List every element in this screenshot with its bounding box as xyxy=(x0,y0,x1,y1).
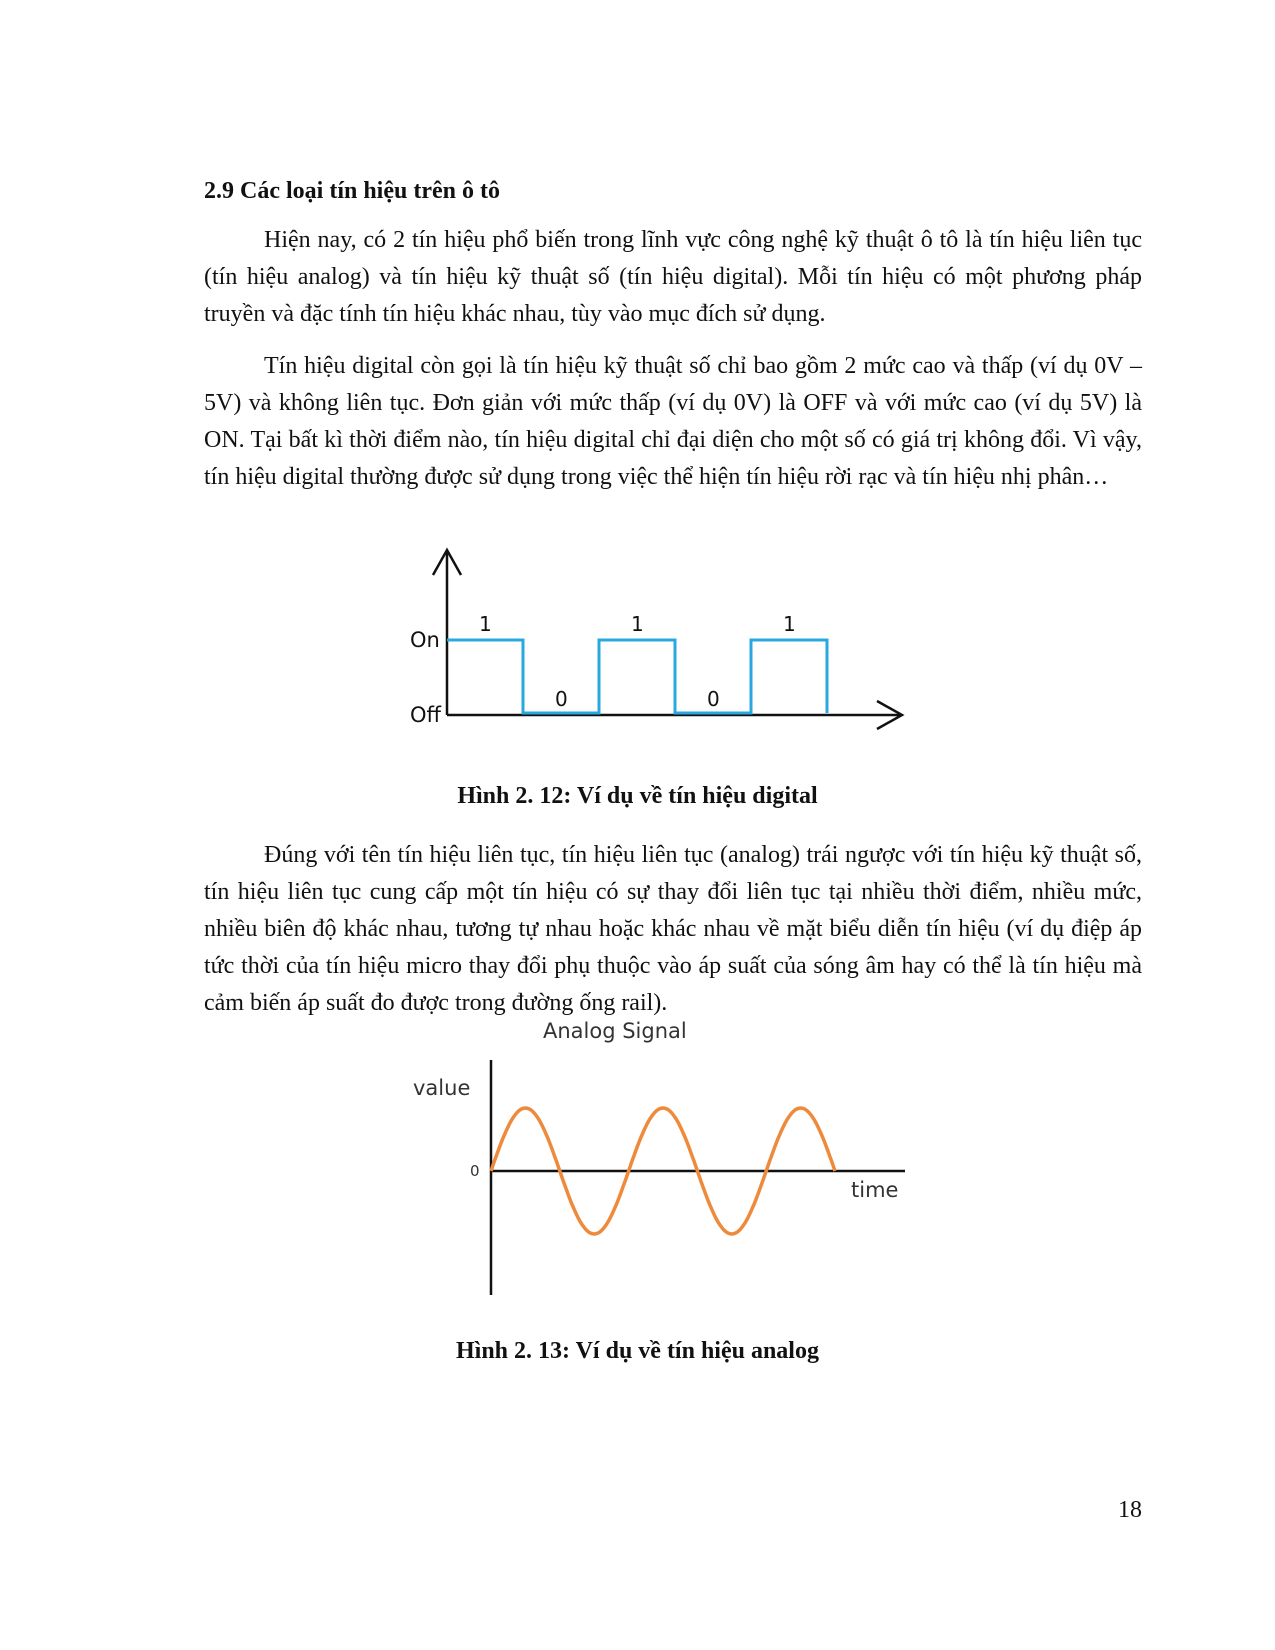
y-label-on: On xyxy=(410,628,440,652)
bit-label-2: 1 xyxy=(631,612,644,636)
digital-wave-line xyxy=(447,640,827,713)
section-heading: 2.9 Các loại tín hiệu trên ô tô xyxy=(204,178,500,204)
bit-labels xyxy=(479,612,796,711)
analog-signal-chart xyxy=(405,1019,905,1300)
paragraph-intro: Hiện nay, có 2 tín hiệu phổ biến trong lĩnh vực công nghệ kỹ thuật ô tô là tín hiệu liên tục (tín hiệu analog) và tín hiệu kỹ thuật số (tín hiệu digital). Mỗi tín hiệu có một phương pháp truyền và đặc tính tín hiệu khác nhau, tùy vào mục đích sử dụng. xyxy=(204,227,1142,327)
paragraph-analog: Đúng với tên tín hiệu liên tục, tín hiệu liên tục (analog) trái ngược với tín hiệu kỹ thuật số, tín hiệu liên tục cung cấp một tín hiệu có sự thay đổi liên tục tại nhiều thời điểm, nhiều mức, nhiều biên độ khác nhau, tương tự nhau hoặc khác nhau về mặt biểu diễn tín hiệu (ví dụ điệp áp tức thời của tín hiệu micro thay đổi phụ thuộc vào áp suất của sóng âm hay có thể là tín hiệu mà cảm biến áp suất đo được trong đường ống rail). xyxy=(204,842,1142,1016)
bit-label-0: 1 xyxy=(479,612,492,636)
paragraph-digital: Tín hiệu digital còn gọi là tín hiệu kỹ thuật số chỉ bao gồm 2 mức cao và thấp (ví dụ 0V – 5V) và không liên tục. Đơn giản với mức thấp (ví dụ 0V) là OFF và với mức cao (ví dụ 5V) là ON. Tại bất kì thời điểm nào, tín hiệu digital chỉ đại diện cho một số có giá trị không đổi. Vì vậy, tín hiệu digital thường được sử dụng trong việc thể hiện tín hiệu rời rạc và tín hiệu nhị phân… xyxy=(204,353,1142,490)
digital-signal-chart xyxy=(410,550,920,750)
figure-caption-digital: Hình 2. 12: Ví dụ về tín hiệu digital xyxy=(457,783,818,809)
bit-label-4: 1 xyxy=(783,612,796,636)
figure-caption-analog: Hình 2. 13: Ví dụ về tín hiệu analog xyxy=(456,1338,819,1364)
bit-label-3: 0 xyxy=(707,687,720,711)
chart-title: Analog Signal xyxy=(543,1019,687,1043)
zero-tick-label: 0 xyxy=(470,1162,480,1180)
y-axis-label: value xyxy=(413,1076,471,1100)
bit-label-1: 0 xyxy=(555,687,568,711)
y-label-off: Off xyxy=(410,703,441,727)
x-axis-label: time xyxy=(851,1178,899,1202)
page-number: 18 xyxy=(1118,1497,1142,1523)
